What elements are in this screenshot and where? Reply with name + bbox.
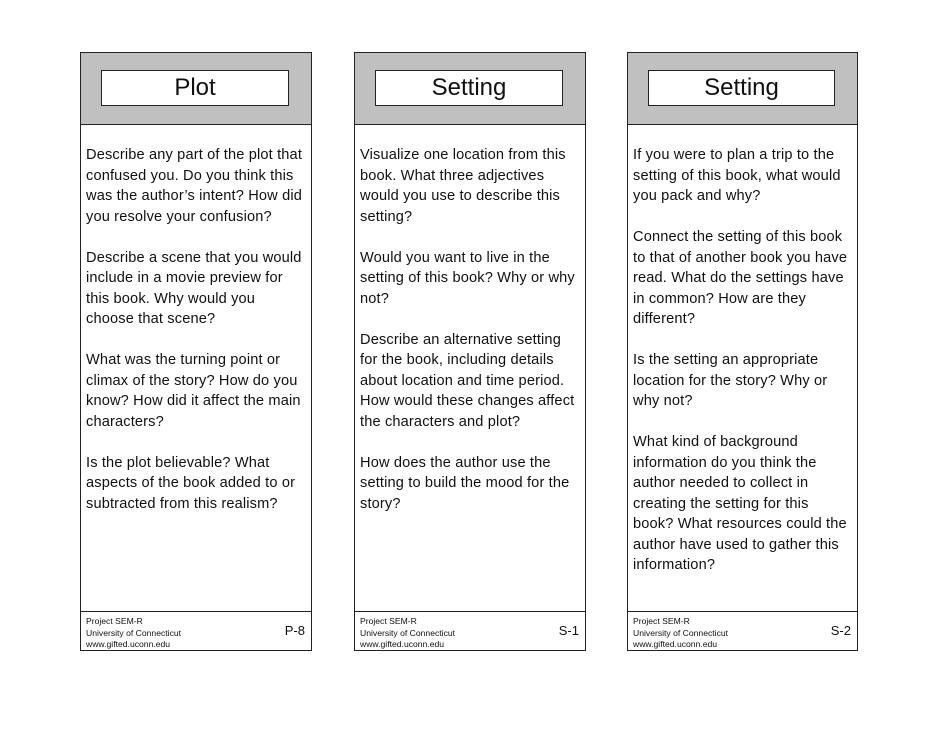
- card-prompts: [360, 145, 579, 535]
- prompt-paragraph: Visualize one location from this book. What three adjectives would you use to describe this setting?: [360, 147, 566, 225]
- card-footer: [355, 611, 585, 650]
- card-header: [81, 53, 311, 125]
- card-header: [628, 53, 857, 125]
- bookmark-card-setting-s2: [627, 52, 858, 651]
- card-title: Setting: [375, 70, 563, 106]
- card-footer: [81, 611, 311, 650]
- card-title: Setting: [648, 70, 835, 106]
- prompt-paragraph: Would you want to live in the setting of this book? Why or why not?: [360, 249, 575, 307]
- credit-website: www.gifted.uconn.edu: [360, 639, 445, 649]
- prompt-paragraph: Is the setting an appropriate location for the story? Why or why not?: [633, 352, 828, 409]
- credit-website: www.gifted.uconn.edu: [633, 639, 718, 649]
- credit-block: [360, 616, 455, 651]
- prompt-paragraph: Describe a scene that you would include in a movie preview for this book. Why would you choose that scene?: [86, 249, 302, 327]
- card-header: [355, 53, 585, 125]
- card-prompts: [86, 145, 305, 535]
- bookmark-card-setting-s1: [354, 52, 586, 651]
- credit-university: University of Connecticut: [633, 627, 729, 638]
- prompt-paragraph: Describe any part of the plot that confused you. Do you think this was the author’s intent? How did you resolve your confusion?: [86, 147, 303, 225]
- prompt-paragraph: Is the plot believable? What aspects of the book added to or subtracted from this realism?: [86, 454, 296, 512]
- prompt-paragraph: Connect the setting of this book to that of another book you have read. What do the settings have in common? How are they different?: [633, 229, 848, 327]
- credit-project: Project SEM-R: [86, 616, 143, 626]
- credit-project: Project SEM-R: [633, 616, 690, 626]
- credit-block: [86, 616, 181, 651]
- card-prompts: [633, 145, 851, 596]
- credit-university: University of Connecticut: [86, 627, 182, 638]
- card-code: S-1: [558, 623, 579, 638]
- credit-block: [633, 616, 728, 651]
- prompt-paragraph: What was the turning point or climax of the story? How do you know? How did it affect the main characters?: [86, 352, 301, 430]
- card-title: Plot: [101, 70, 289, 106]
- prompt-paragraph: What kind of background information do you think the author needed to collect in creating the setting for this book? What resources could the author have used to gather this information?: [633, 434, 847, 573]
- prompt-paragraph: How does the author use the setting to build the mood for the story?: [360, 454, 570, 512]
- credit-website: www.gifted.uconn.edu: [86, 639, 171, 649]
- prompt-paragraph: If you were to plan a trip to the setting of this book, what would you pack and why?: [633, 147, 841, 204]
- prompt-paragraph: Describe an alternative setting for the book, including details about location and time period. How would these changes affect the characters and plot?: [360, 331, 575, 430]
- card-code: P-8: [284, 623, 305, 638]
- card-code: S-2: [830, 623, 851, 638]
- bookmark-card-plot-p8: [80, 52, 312, 651]
- credit-project: Project SEM-R: [360, 616, 417, 626]
- card-footer: [628, 611, 857, 650]
- credit-university: University of Connecticut: [360, 627, 456, 638]
